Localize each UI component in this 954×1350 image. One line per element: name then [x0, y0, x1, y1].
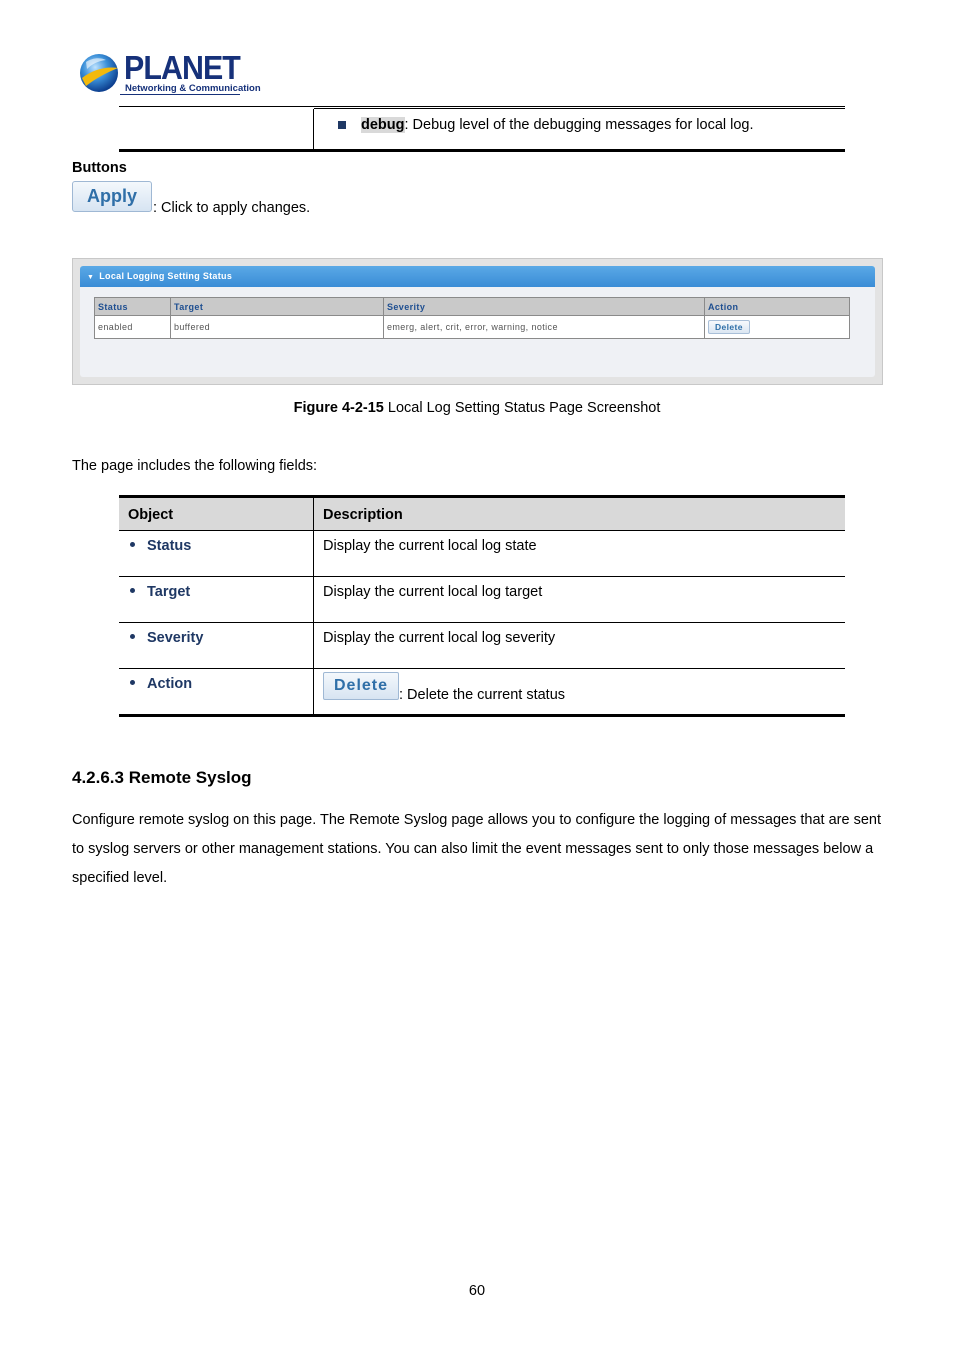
fields-table: [119, 495, 845, 717]
figure-caption: [0, 400, 954, 416]
figure-label: Figure 4-2-15: [293, 400, 384, 416]
panel-title: Local Logging Setting Status: [99, 271, 233, 281]
section-paragraph: Configure remote syslog on this page. The Remote Syslog page allows you to configure the logging of messages that are sent to syslog servers or other management stations. You can also limit the event messages sent to only those messages below a specified level.: [72, 812, 881, 886]
cell-target: buffered: [171, 316, 384, 339]
debug-description: [361, 117, 754, 133]
logo-underline: [120, 94, 240, 95]
apply-button[interactable]: Apply: [72, 181, 152, 212]
fields-table-header: [119, 498, 845, 531]
delete-button[interactable]: Delete: [708, 320, 750, 334]
object-cell: [119, 577, 314, 623]
table-row: [119, 577, 845, 623]
object-name: Severity: [147, 630, 204, 646]
header-object: Object: [119, 498, 314, 531]
bullet-icon: [130, 634, 135, 639]
table-row: [119, 669, 845, 716]
square-bullet-icon: [338, 121, 346, 129]
col-target: Target: [171, 298, 384, 316]
globe-icon: [78, 52, 120, 94]
description-cell: Display the current local log severity: [314, 623, 846, 669]
figure-text: Local Log Setting Status Page Screenshot: [383, 400, 661, 416]
cell-severity: emerg, alert, crit, error, warning, notice: [384, 316, 705, 339]
apply-description: : Click to apply changes.: [153, 200, 311, 216]
buttons-heading: Buttons: [72, 160, 127, 176]
debug-text: : Debug level of the debugging messages for local log.: [404, 117, 754, 133]
column-divider: [313, 109, 314, 149]
debug-term: debug: [361, 117, 405, 133]
table-row: [119, 531, 845, 577]
planet-logo: [78, 49, 261, 98]
status-table-header: [95, 298, 850, 316]
local-logging-screenshot: [72, 258, 883, 385]
delete-description: : Delete the current status: [399, 687, 566, 703]
description-cell: [314, 669, 846, 716]
panel-title-bar: [80, 266, 875, 287]
col-status: Status: [95, 298, 171, 316]
cell-action: [705, 316, 850, 339]
page-number: 60: [468, 1283, 486, 1299]
header-description: Description: [314, 498, 846, 531]
intro-text: The page includes the following fields:: [72, 458, 318, 474]
logo-wordmark: PLANET: [124, 49, 240, 86]
object-name: Action: [147, 676, 193, 692]
table-row: [95, 316, 850, 339]
collapse-arrow-icon[interactable]: ▼: [87, 274, 95, 281]
description-cell: Display the current local log target: [314, 577, 846, 623]
delete-button[interactable]: Delete: [323, 672, 399, 700]
bullet-icon: [130, 680, 135, 685]
description-cell: Display the current local log state: [314, 531, 846, 577]
table-row: [119, 623, 845, 669]
object-name: Target: [147, 584, 191, 600]
table-bottom-line: [119, 149, 845, 152]
table-top-line-2: [314, 108, 845, 109]
object-cell: [119, 669, 314, 716]
col-action: Action: [705, 298, 850, 316]
object-cell: [119, 623, 314, 669]
object-name: Status: [147, 538, 192, 554]
logo-tagline: Networking & Communication: [125, 83, 261, 94]
cell-status: enabled: [95, 316, 171, 339]
table-top-line: [119, 106, 845, 107]
section-heading: 4.2.6.3 Remote Syslog: [72, 768, 252, 787]
continued-table: [119, 106, 845, 152]
status-table: [94, 297, 850, 339]
bullet-icon: [130, 542, 135, 547]
object-cell: [119, 531, 314, 577]
bullet-icon: [130, 588, 135, 593]
col-severity: Severity: [384, 298, 705, 316]
